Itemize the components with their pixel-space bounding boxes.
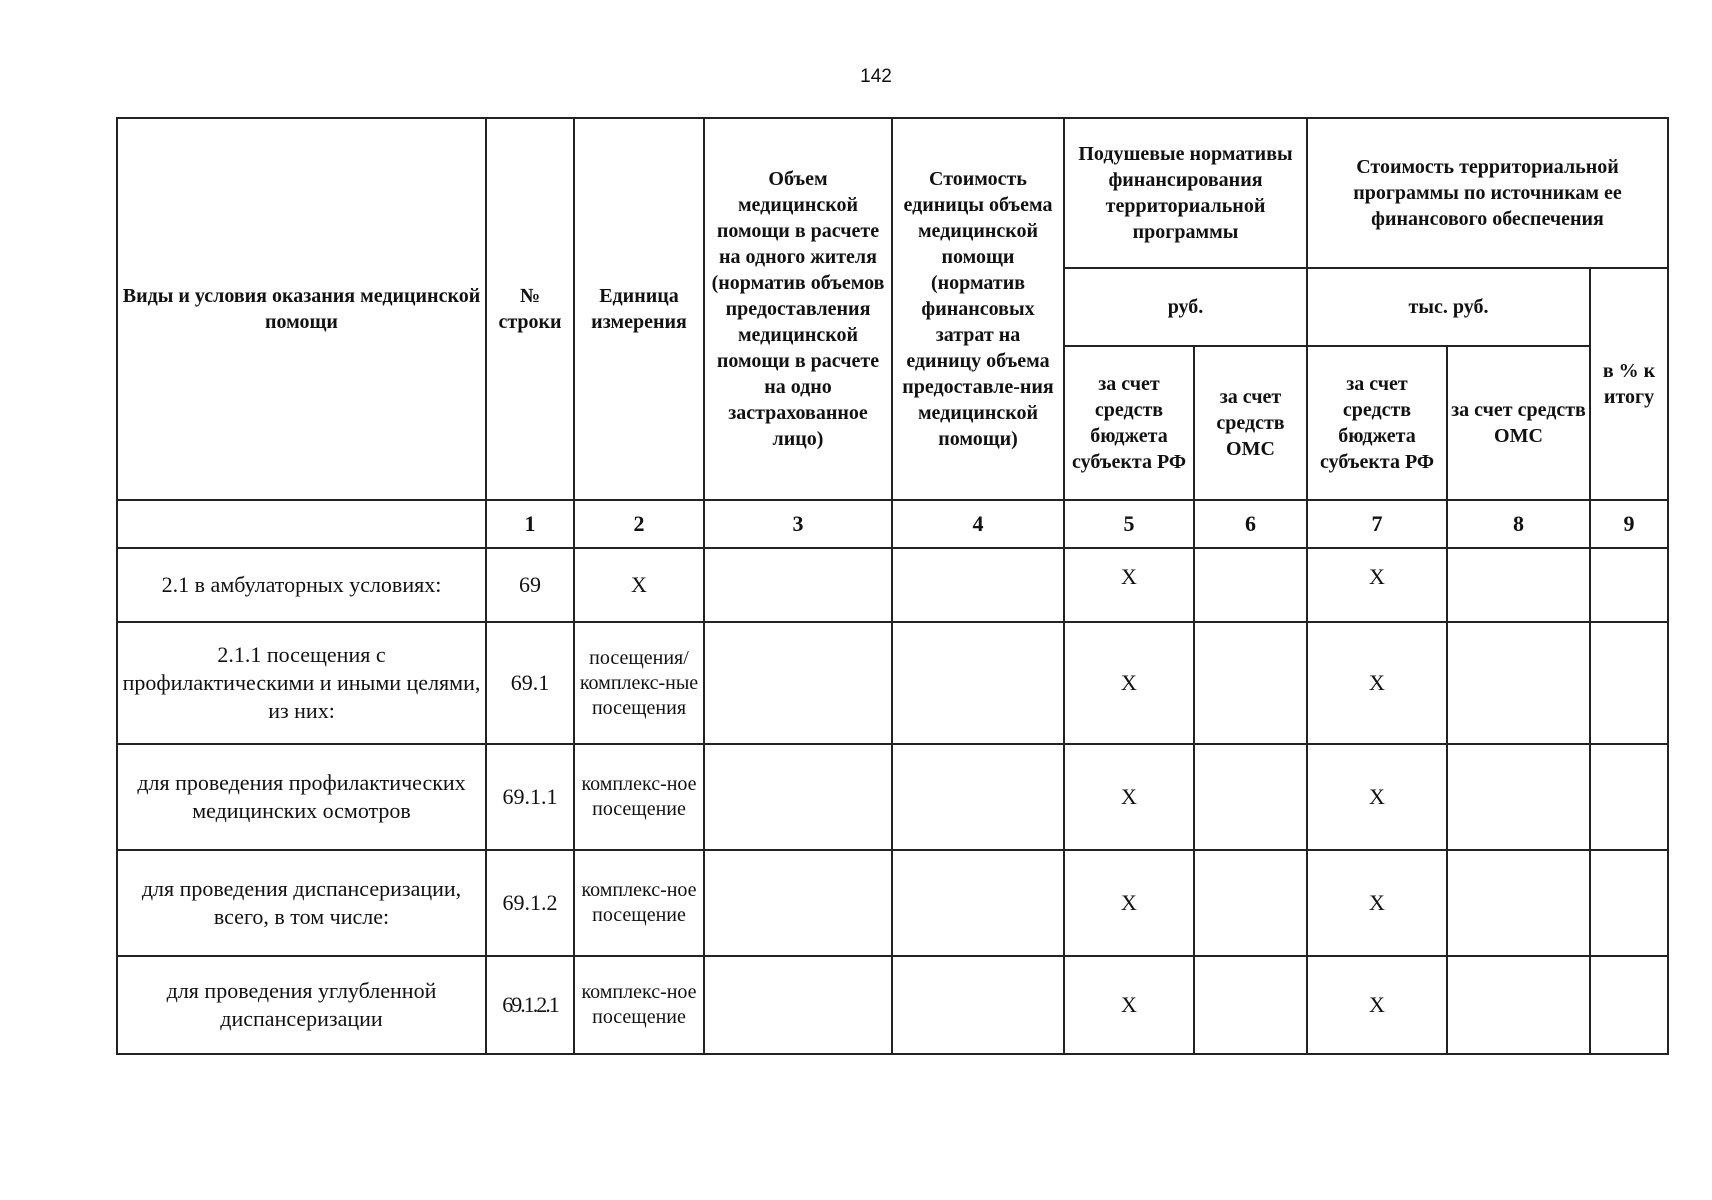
column-number: 7 [1307,500,1447,548]
row-unit: комплекс-ное посещение [574,850,704,956]
row-budget-thousand: Х [1307,744,1447,850]
row-budget-rub: Х [1064,622,1194,744]
column-number: 6 [1194,500,1307,548]
row-volume [704,744,892,850]
header-budget-rf: за счет средств бюджета субъекта РФ [1064,346,1194,500]
row-oms-thousand [1447,548,1590,622]
row-cost [892,744,1064,850]
row-oms-thousand [1447,744,1590,850]
row-number: 69.1 [486,622,574,744]
column-number: 8 [1447,500,1590,548]
row-percent [1590,956,1668,1054]
row-oms-thousand [1447,850,1590,956]
row-name: 2.1 в амбулаторных условиях: [117,548,486,622]
header-cost: Стоимость единицы объема медицинской помощи (норматив финансовых затрат на единицу объема предоставле-ния медицинской помощи) [892,118,1064,500]
row-budget-rub: Х [1064,744,1194,850]
row-cost [892,956,1064,1054]
row-number: 69.1.1 [486,744,574,850]
table-row [117,956,1668,1054]
row-cost [892,850,1064,956]
header-per-capita-group: Подушевые нормативы финансирования территориальной программы [1064,118,1307,268]
column-number: 9 [1590,500,1668,548]
header-types: Виды и условия оказания медицинской помощи [117,118,486,500]
row-budget-thousand: Х [1307,548,1447,622]
column-number: 4 [892,500,1064,548]
row-volume [704,548,892,622]
header-budget-rf-2: за счет средств бюджета субъекта РФ [1307,346,1447,500]
row-oms-rub [1194,850,1307,956]
row-volume [704,850,892,956]
column-number: 2 [574,500,704,548]
row-name: для проведения углубленной диспансеризации [117,956,486,1054]
column-number: 3 [704,500,892,548]
row-number: 69.1.2 [486,850,574,956]
row-unit: комплекс-ное посещение [574,956,704,1054]
row-percent [1590,548,1668,622]
header-unit-thousand-rub: тыс. руб. [1307,268,1590,346]
row-budget-rub: Х [1064,850,1194,956]
header-oms-2: за счет средств ОМС [1447,346,1590,500]
row-budget-thousand: Х [1307,622,1447,744]
row-volume [704,622,892,744]
header-volume: Объем медицинской помощи в расчете на одного жителя (норматив объемов предоставления медицинской помощи в расчете на одно застрахованное лицо) [704,118,892,500]
row-name: для проведения диспансеризации, всего, в том числе: [117,850,486,956]
financing-table [116,117,1669,1055]
table-row [117,744,1668,850]
row-oms-thousand [1447,622,1590,744]
row-number: 69 [486,548,574,622]
row-budget-rub: Х [1064,956,1194,1054]
row-volume [704,956,892,1054]
column-number: 5 [1064,500,1194,548]
header-unit: Единица измерения [574,118,704,500]
row-percent [1590,622,1668,744]
row-budget-rub: Х [1064,548,1194,622]
row-name: для проведения профилактических медицинских осмотров [117,744,486,850]
column-number-blank [117,500,486,548]
row-unit: Х [574,548,704,622]
row-oms-rub [1194,548,1307,622]
table-row [117,548,1668,622]
header-oms: за счет средств ОМС [1194,346,1307,500]
row-oms-rub [1194,956,1307,1054]
row-unit: посещения/ комплекс-ные посещения [574,622,704,744]
row-oms-thousand [1447,956,1590,1054]
column-number: 1 [486,500,574,548]
row-percent [1590,850,1668,956]
row-cost [892,548,1064,622]
page-number: 142 [860,66,892,87]
header-row-no: № строки [486,118,574,500]
table-row [117,622,1668,744]
row-number: 69.1.2.1 [486,956,574,1054]
row-budget-thousand: Х [1307,956,1447,1054]
row-budget-thousand: Х [1307,850,1447,956]
row-oms-rub [1194,622,1307,744]
row-unit: комплекс-ное посещение [574,744,704,850]
row-cost [892,622,1064,744]
column-numbers-row [117,500,1668,548]
header-percent: в % к итогу [1590,268,1668,500]
header-unit-rub: руб. [1064,268,1307,346]
table-row [117,850,1668,956]
row-name: 2.1.1 посещения с профилактическими и иными целями, из них: [117,622,486,744]
header-cost-program-group: Стоимость территориальной программы по источникам ее финансового обеспечения [1307,118,1668,268]
row-oms-rub [1194,744,1307,850]
row-percent [1590,744,1668,850]
